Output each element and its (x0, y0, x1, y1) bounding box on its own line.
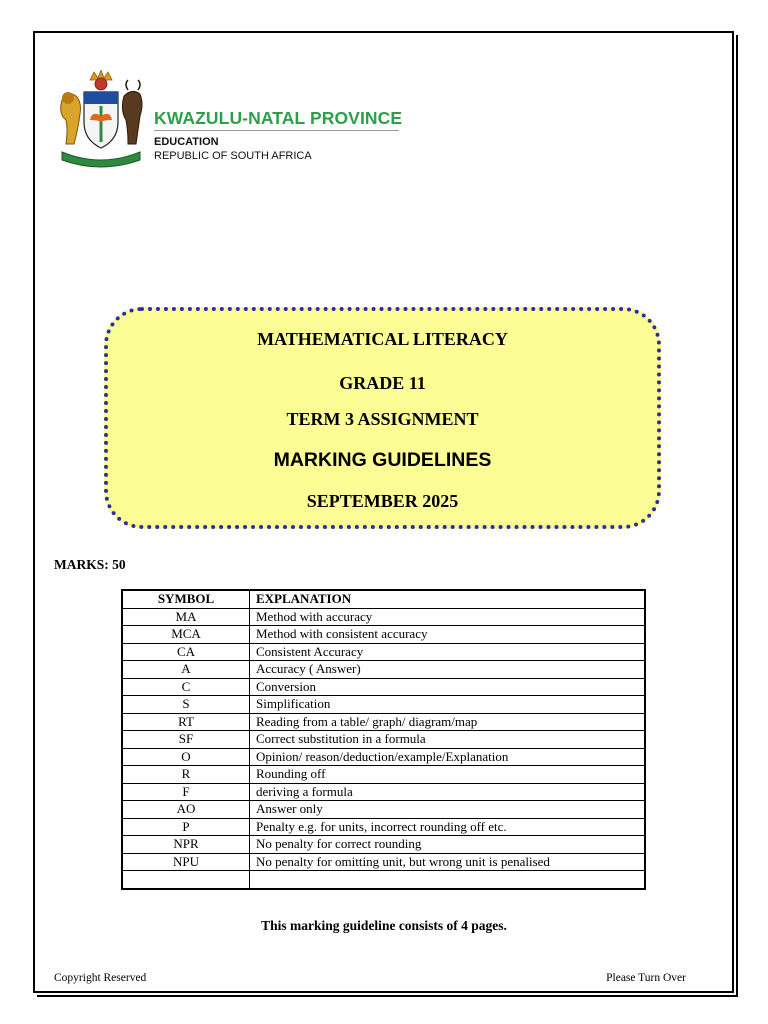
explanation-cell: Conversion (250, 678, 646, 696)
symbol-table (121, 589, 646, 890)
subject-title: MATHEMATICAL LITERACY (257, 329, 508, 349)
pages-note: This marking guideline consists of 4 pages. (261, 918, 507, 933)
explanation-cell: No penalty for omitting unit, but wrong unit is penalised (250, 853, 646, 871)
symbol-cell: MCA (122, 626, 250, 644)
grade-title: GRADE 11 (339, 373, 426, 393)
copyright-footer: Copyright Reserved (54, 972, 147, 984)
explanation-cell: Penalty e.g. for units, incorrect rounding off etc. (250, 818, 646, 836)
explanation-cell: deriving a formula (250, 783, 646, 801)
table-row (122, 783, 645, 801)
symbol-cell: F (122, 783, 250, 801)
table-row (122, 731, 645, 749)
symbol-cell: NPU (122, 853, 250, 871)
provincial-header (54, 70, 434, 170)
table-row (122, 853, 645, 871)
table-row (122, 766, 645, 784)
symbol-cell: SF (122, 731, 250, 749)
explanation-cell: Accuracy ( Answer) (250, 661, 646, 679)
kzn-coat-of-arms-icon (54, 70, 149, 170)
explanation-cell: Opinion/ reason/deduction/example/Explanation (250, 748, 646, 766)
document-type-title: MARKING GUIDELINES (273, 449, 492, 471)
table-row (122, 713, 645, 731)
explanation-cell: Rounding off (250, 766, 646, 784)
total-marks: MARKS: 50 (54, 557, 126, 572)
explanation-cell: Simplification (250, 696, 646, 714)
table-row (122, 678, 645, 696)
table-row (122, 643, 645, 661)
table-header-row (122, 590, 645, 608)
explanation-cell: Correct substitution in a formula (250, 731, 646, 749)
symbol-cell: O (122, 748, 250, 766)
symbol-cell: NPR (122, 836, 250, 854)
table-row (122, 836, 645, 854)
symbol-cell: C (122, 678, 250, 696)
title-box (104, 307, 661, 529)
explanation-cell: Method with accuracy (250, 608, 646, 626)
department-name: EDUCATION (154, 136, 219, 148)
date-title: SEPTEMBER 2025 (306, 491, 459, 511)
explanation-cell: Consistent Accuracy (250, 643, 646, 661)
province-name: KWAZULU-NATAL PROVINCE (154, 108, 403, 128)
symbol-cell: P (122, 818, 250, 836)
symbol-cell: RT (122, 713, 250, 731)
symbol-column-header: SYMBOL (122, 590, 250, 608)
explanation-column-header: EXPLANATION (250, 590, 646, 608)
table-row (122, 871, 645, 889)
explanation-cell (250, 871, 646, 889)
symbol-cell: S (122, 696, 250, 714)
table-row (122, 801, 645, 819)
table-row (122, 626, 645, 644)
country-name: REPUBLIC OF SOUTH AFRICA (154, 150, 312, 162)
symbol-cell: MA (122, 608, 250, 626)
symbol-cell: R (122, 766, 250, 784)
symbol-cell (122, 871, 250, 889)
symbol-cell: AO (122, 801, 250, 819)
explanation-cell: No penalty for correct rounding (250, 836, 646, 854)
explanation-cell: Answer only (250, 801, 646, 819)
symbol-cell: A (122, 661, 250, 679)
table-row (122, 661, 645, 679)
explanation-cell: Reading from a table/ graph/ diagram/map (250, 713, 646, 731)
table-row (122, 818, 645, 836)
symbol-cell: CA (122, 643, 250, 661)
header-divider (154, 130, 399, 131)
table-row (122, 696, 645, 714)
task-title: TERM 3 ASSIGNMENT (286, 409, 479, 429)
table-row (122, 748, 645, 766)
explanation-cell: Method with consistent accuracy (250, 626, 646, 644)
turn-over-footer: Please Turn Over (606, 972, 686, 984)
table-row (122, 608, 645, 626)
